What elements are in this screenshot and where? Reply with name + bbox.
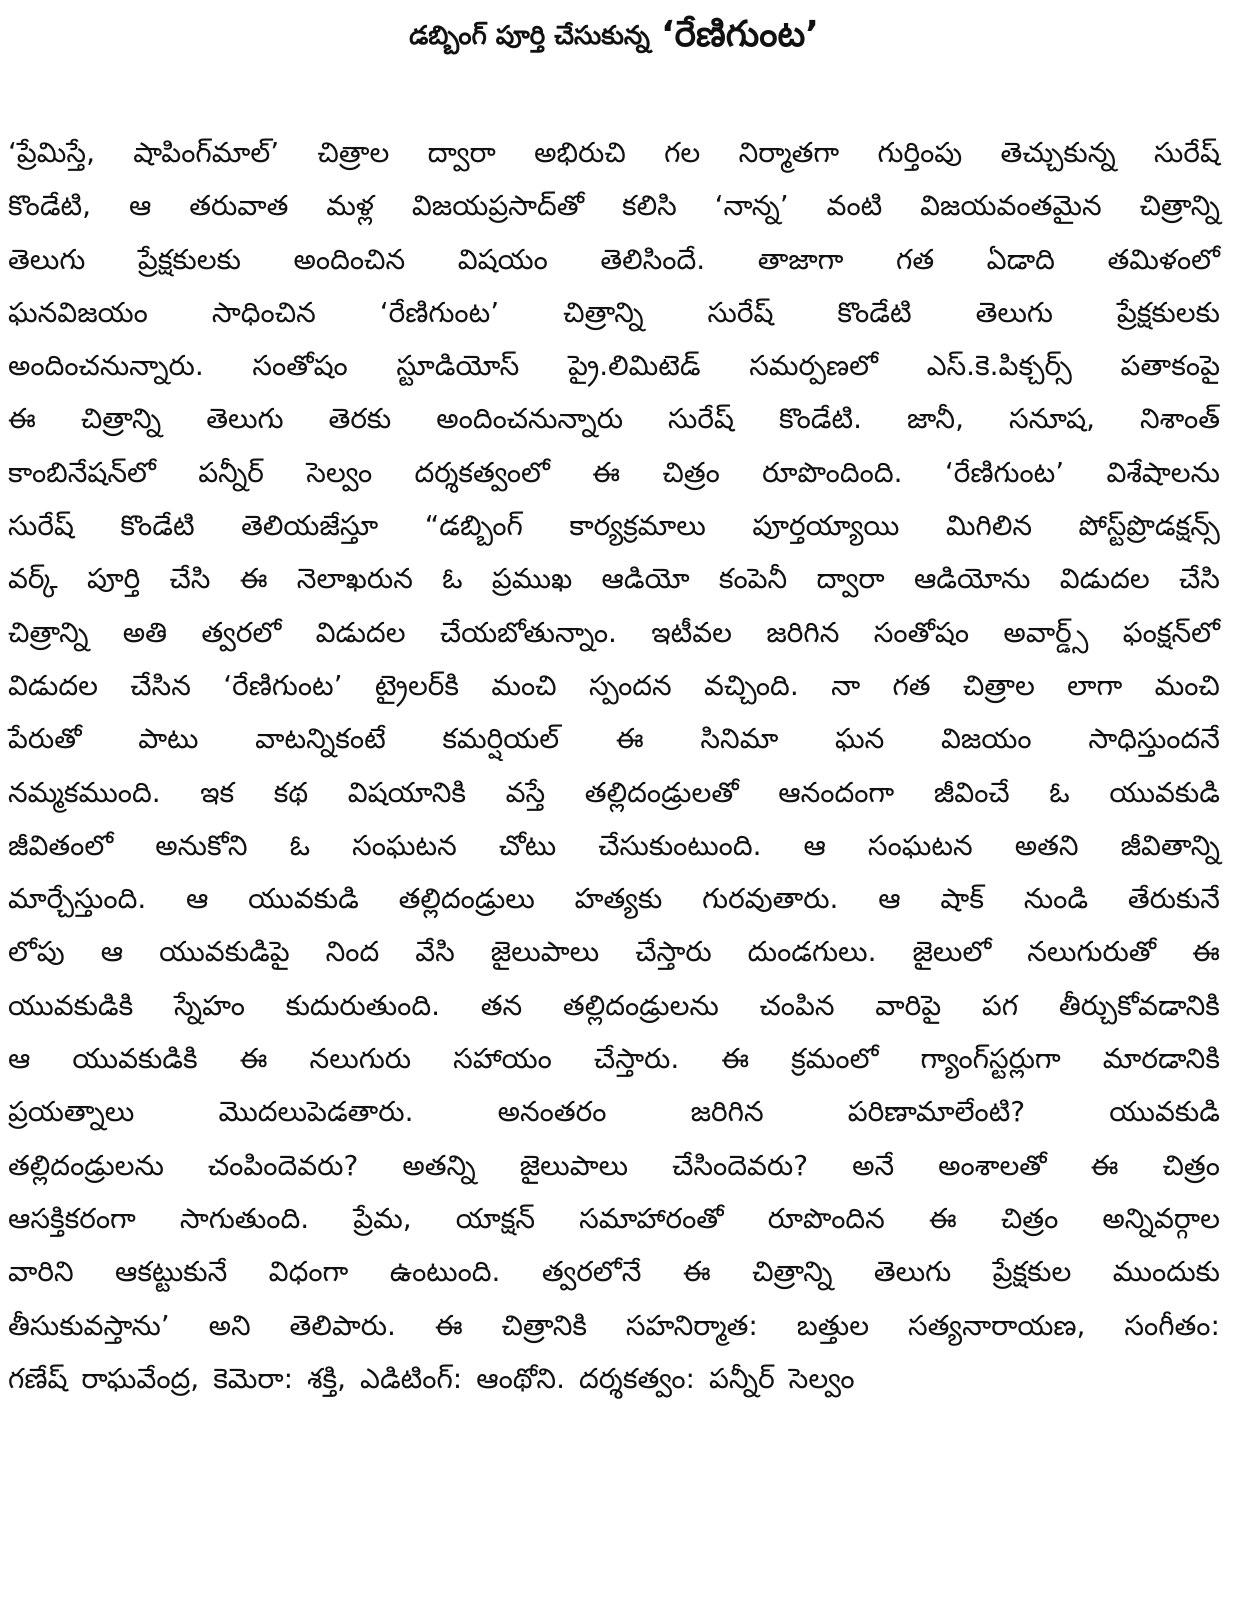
article-word: అనే (852, 1148, 895, 1182)
article-word: అతి (122, 615, 168, 649)
article-word: జైలుపాలు (519, 1148, 629, 1182)
article-word: పాటు (138, 722, 199, 756)
article-word: ‘రేణిగుంట’ (944, 455, 1065, 489)
article-word: ‘నాన్న’ (714, 189, 789, 223)
article-line (8, 1085, 1220, 1138)
article-word: తల్లిదండ్రులను (8, 1148, 164, 1182)
article-word: ఆ (878, 882, 901, 916)
article-word: తీసుకువస్తాను’ (8, 1308, 170, 1342)
article-word: నింద (325, 935, 380, 969)
article-word: కాంబినేషన్‌లో (8, 455, 156, 489)
article-word: ఈ (8, 402, 36, 436)
article-word: ఆసక్తికరంగా (8, 1201, 136, 1235)
article-word: గురవుతారు. (702, 882, 839, 916)
article-word: తేరుకునే (1127, 882, 1220, 916)
article-word: చిత్రానికి (501, 1308, 588, 1342)
article-word: ప్రముఖ (491, 562, 573, 596)
article-line (8, 286, 1220, 339)
article-word: ప్రయత్నాలు (8, 1095, 135, 1129)
article-word: విజయవంతమైన (920, 189, 1102, 223)
article-word: ఆంథోని. (476, 1361, 565, 1395)
article-word: ఆ (186, 882, 209, 916)
article-word: ఆకట్టుకునే (115, 1255, 228, 1289)
article-word: చిత్రాన్ని (8, 615, 89, 649)
article-word: కార్యక్రమాలు (569, 509, 706, 543)
article-word: ‘రేణిగుంట’ (223, 668, 343, 702)
article-word: ప్రేక్షకులకు (137, 242, 241, 276)
article-word: గత (896, 242, 935, 276)
article-word: పూర్తి (86, 562, 141, 596)
article-word: జీవితాన్ని (1120, 828, 1220, 862)
article-word: యువకుడికి (8, 988, 134, 1022)
article-word: తెలిపారు. (289, 1308, 396, 1342)
article-word: యువకుడిపై (159, 935, 290, 969)
article-word: దర్శకత్వంలో (414, 455, 550, 489)
article-word: సహనిర్మాత: (625, 1308, 758, 1342)
article-word: ముందుకు (1112, 1255, 1220, 1289)
article-word: చిత్రాన్ని (1139, 189, 1220, 223)
article-word: ఓ (1049, 775, 1070, 809)
article-word: సంతోషం (873, 615, 970, 649)
article-word: పన్నీర్ (198, 455, 264, 489)
article-word: జీవించే (933, 775, 1010, 809)
article-word: పూర్తయ్యాయి (752, 509, 900, 543)
article-word: తెచ్చుకున్న (1000, 136, 1116, 169)
article-word: తన (480, 988, 523, 1022)
article-word: చేయబోతున్నాం. (439, 615, 617, 649)
article-word: హత్యకు (574, 882, 663, 916)
article-word: ఉంటుంది. (389, 1255, 501, 1289)
article-word: చిత్రాల (962, 668, 1035, 702)
article-word: కొండేటి (120, 509, 195, 543)
article-word: సాధిస్తుందనే (1088, 722, 1220, 756)
article-word: పగ (981, 988, 1019, 1022)
article-word: ఇటీవల (651, 615, 732, 649)
article-word: ఆ (803, 828, 826, 862)
article-word: జీవితంలో (8, 828, 114, 862)
article-word: గత (892, 668, 931, 702)
article-word: విషయానికి (347, 775, 467, 809)
article-word: తెలుగు (975, 295, 1053, 329)
article-word: వారిని (8, 1255, 74, 1289)
article-word: పన్నీర్ (708, 1361, 775, 1395)
article-word: ప్రేమ, (353, 1201, 412, 1235)
article-word: ప్రై.లిమిటెడ్ (567, 349, 701, 383)
article-line (8, 606, 1220, 659)
article-word: ద్వారా (427, 136, 496, 169)
article-word: కెమెరా: (213, 1361, 294, 1395)
article-word: చోటు (498, 828, 557, 862)
article-word: నమ్మకముంది. (8, 775, 161, 809)
article-word: వంటి (826, 189, 883, 223)
article-line (8, 712, 1220, 765)
article-line (8, 1245, 1220, 1298)
article-word: రాఘవేంద్ర, (81, 1361, 200, 1395)
article-word: ఈ (928, 1201, 957, 1235)
article-word: కథ (273, 775, 309, 809)
article-word: ఆ (128, 189, 152, 223)
article-word: గ్యాంగ్‌స్టర్లుగా (920, 1042, 1061, 1076)
article-word: విజయం (941, 722, 1032, 756)
article-word: తాజాగా (757, 242, 844, 276)
article-word: ఆడియోను (913, 562, 1031, 596)
article-line (8, 233, 1220, 286)
article-word: ఘన (835, 722, 885, 756)
article-word: అని (208, 1308, 251, 1342)
article-word: సంగీతం: (1124, 1308, 1220, 1342)
article-line (8, 446, 1220, 499)
article-word: క్రమంలో (791, 1042, 879, 1076)
article-body (8, 76, 1220, 1405)
article-word: త్వరలోనే (541, 1255, 642, 1289)
article-word: జైలులో (912, 935, 992, 969)
article-word: చేసి (169, 562, 211, 596)
article-word: సురేష్ (1154, 136, 1220, 169)
article-word: అందించనున్నారు. (8, 349, 204, 383)
article-word: ఈ (721, 1042, 750, 1076)
article-word: ఈ (682, 1255, 711, 1289)
article-word: శక్తి, (307, 1361, 347, 1395)
article-word: ఎస్.కె.పిక్చర్స్ (926, 349, 1072, 383)
article-line (8, 659, 1220, 712)
article-word: ఆడియో (601, 562, 690, 596)
article-word: వస్తే (505, 775, 546, 809)
article-word: చిత్రాన్ని (752, 1255, 833, 1289)
article-word: వచ్చింది. (704, 668, 799, 702)
article-word: ఘనవిజయం (8, 295, 148, 329)
article-word: వేసి (415, 935, 455, 969)
article-word: చంపిన (759, 988, 835, 1022)
article-line (8, 1192, 1220, 1245)
article-word: యువకుడికి (72, 1042, 198, 1076)
article-word: జరిగిన (690, 1095, 764, 1129)
article-line (8, 766, 1220, 819)
article-word: పతాకంపై (1120, 349, 1220, 383)
article-word: తమిళంలో (1107, 242, 1220, 276)
article-word: సమర్పణలో (749, 349, 878, 383)
article-word: ఫంక్షన్‌లో (1122, 615, 1220, 649)
article-word: చేసుకుంటుంది. (598, 828, 762, 862)
article-word: తెలిసిందే. (600, 242, 706, 276)
article-word: ఆ (100, 935, 124, 969)
article-word: సెల్వం (788, 1361, 855, 1395)
article-word: ప్రేక్షకుల (992, 1255, 1072, 1289)
article-word: ‘ప్రేమిస్తే, (8, 136, 95, 169)
article-word: సాగుతుంది. (179, 1201, 310, 1235)
article-word: స్పందన (588, 668, 672, 702)
article-word: పేరుతో (8, 722, 82, 756)
article-word: సహాయం (453, 1042, 552, 1076)
article-word: నా (831, 668, 861, 702)
article-word: చిత్రాన్ని (80, 402, 162, 436)
article-word: చేస్తారు. (593, 1042, 680, 1076)
article-word: మారడానికి (1102, 1042, 1220, 1076)
article-word: ఇక (200, 775, 235, 809)
article-word: కొండేటి, (8, 189, 92, 223)
article-word: సెల్వం (306, 455, 373, 489)
article-word: వాటన్నికంటే (255, 722, 386, 756)
article-word: లోపు (8, 935, 65, 969)
article-word: అందించనున్నారు (436, 402, 624, 436)
article-word: చేసి (1178, 562, 1220, 596)
article-word: అందించిన (293, 242, 406, 276)
article-word: నిశాంత్ (1139, 402, 1220, 436)
article-word: గుర్తింపు (877, 136, 963, 169)
article-word: సంతోషం (252, 349, 348, 383)
article-word: కొండేటి (837, 295, 912, 329)
article-line (8, 552, 1220, 605)
article-word: మంచి (1154, 668, 1220, 702)
article-word: ఈ (434, 1308, 463, 1342)
article-word: రూపొందింది. (762, 455, 903, 489)
article-line (8, 179, 1220, 232)
article-word: ఈ (1090, 1148, 1119, 1182)
article-word: సినిమా (700, 722, 779, 756)
article-word: విడుదల (8, 668, 98, 702)
article-word: తల్లిదండ్రులు (398, 882, 535, 916)
article-word: సత్యనారాయణ, (907, 1308, 1086, 1342)
article-line (8, 1299, 1220, 1352)
article-word: సురేష్ (8, 509, 74, 543)
article-word: తల్లిదండ్రులను (562, 988, 719, 1022)
article-word: ‘రేణిగుంట’ (379, 295, 500, 329)
article-word: నలుగురుతో (1027, 935, 1157, 969)
article-word: యువకుడి (1109, 1095, 1220, 1129)
article-word: ఏడాది (986, 242, 1055, 276)
article-word: మిగిలిన (945, 509, 1033, 543)
article-word: రూపొందిన (767, 1201, 885, 1235)
article-word: పోస్ట్‌ప్రొడక్షన్స్ (1078, 509, 1220, 543)
article-word: స్నేహం (173, 988, 245, 1022)
article-line (8, 339, 1220, 392)
article-word: తెరకు (328, 402, 392, 436)
article-word: మొదలుపెడతారు. (218, 1095, 414, 1129)
article-word: విషయం (457, 242, 548, 276)
article-word: నలుగురు (309, 1042, 412, 1076)
article-line (8, 392, 1220, 445)
title-prefix: డబ్బింగ్ పూర్తి చేసుకున్న (409, 21, 650, 51)
title-film-name: ‘రేణిగుంట’ (660, 14, 819, 55)
article-word: ట్రైలర్‌కి (374, 668, 460, 702)
article-word: సనూష, (1008, 402, 1095, 436)
article-word: అభిరుచి (534, 136, 626, 169)
article-word: బత్తుల (796, 1308, 870, 1342)
article-word: విధంగా (268, 1255, 349, 1289)
article-word: షాపింగ్‌మాల్’ (133, 136, 280, 169)
article-word: తెలుగు (8, 242, 86, 276)
article-word: దుండగులు. (747, 935, 877, 969)
article-word: యువకుడి (1109, 775, 1220, 809)
article-word: ఓ (289, 828, 311, 862)
article-word: జైలుపాలు (490, 935, 600, 969)
article-word: వారిపై (875, 988, 942, 1022)
article-word: సంఘటన (352, 828, 457, 862)
article-line (8, 1032, 1220, 1085)
article-word: నుండి (1023, 882, 1089, 916)
article-word: ఓ (442, 562, 463, 596)
article-line (8, 499, 1220, 552)
article-word: పరిణామాలేంటి? (847, 1095, 1026, 1129)
article-word: దర్శకత్వం: (579, 1361, 695, 1395)
article-word: త్వరలో (201, 615, 282, 649)
article-word: జరిగిన (766, 615, 840, 649)
article-word: ఈ (239, 562, 268, 596)
article-word: స్టూడియోస్ (396, 349, 520, 383)
article-word: అనుకోని (155, 828, 248, 862)
article-word: లాగా (1067, 668, 1123, 702)
article-word: చిత్రం (1162, 1148, 1220, 1182)
article-word: ప్రేక్షకులకు (1116, 295, 1220, 329)
article-line (8, 1139, 1220, 1192)
article-word: ఆ (8, 1042, 31, 1076)
article-word: యాక్షన్ (455, 1201, 536, 1235)
article-line (8, 1352, 1220, 1405)
article-word: చేసిందెవరు? (672, 1148, 809, 1182)
article-word: గల (664, 136, 701, 169)
article-word: అవార్డ్స్ (1003, 615, 1089, 649)
article-line (8, 126, 1220, 179)
article-word: ద్వారా (816, 562, 885, 596)
article-word: గణేష్ (8, 1361, 68, 1395)
article-word: విశేషాలను (1106, 455, 1220, 489)
article-word: కలిసి (621, 189, 677, 223)
article-word: తెలుగు (873, 1255, 952, 1289)
article-word: అన్నివర్గాల (1102, 1201, 1220, 1235)
article-word: సురేష్ (707, 295, 774, 329)
article-word: కంపెనీ (718, 562, 788, 596)
article-word: ఈ (592, 455, 621, 489)
article-word: ఈ (615, 722, 644, 756)
article-line (8, 819, 1220, 872)
article-word: కొండేటి. (778, 402, 863, 436)
article-word: సంఘటన (867, 828, 973, 862)
article-word: వర్క్ (8, 562, 58, 596)
article-word: చిత్రం (662, 455, 720, 489)
article-word: ఆనందంగా (778, 775, 895, 809)
article-word: చేస్తారు (635, 935, 712, 969)
article-word: అంశాలతో (938, 1148, 1047, 1182)
article-word: చంపిందెవరు? (207, 1148, 359, 1182)
article-word: నెలాఖరున (296, 562, 413, 596)
article-word: ఎడిటింగ్: (360, 1361, 463, 1395)
article-word: మళ్ల (326, 189, 374, 223)
article-word: యువకుడి (248, 882, 359, 916)
article-word: జానీ, (907, 402, 964, 436)
article-word: నిర్మాతగా (738, 136, 840, 169)
article-word: ఈ (239, 1042, 268, 1076)
article-word: తీర్చుకోవడానికి (1058, 988, 1220, 1022)
article-word: ఈ (1192, 935, 1220, 969)
article-line (8, 925, 1220, 978)
article-word: షాక్ (940, 882, 985, 916)
article-word: విజయప్రసాద్‌తో (411, 189, 585, 223)
article-line (8, 872, 1220, 925)
article-word: కుదురుతుంది. (285, 988, 441, 1022)
article-word: అనంతరం (497, 1095, 607, 1129)
article-word: సాధించిన (211, 295, 316, 329)
article-line (8, 979, 1220, 1032)
article-word: విడుదల (315, 615, 406, 649)
article-word: “డబ్బింగ్ (424, 509, 523, 543)
article-word: చేసిన (130, 668, 191, 702)
article-word: అతన్ని (402, 1148, 476, 1182)
article-word: తెలియజేస్తూ (241, 509, 379, 543)
article-word: చిత్రాల (317, 136, 390, 169)
article-word: విడుదల (1059, 562, 1150, 596)
article-word: సురేష్ (668, 402, 734, 436)
article-word: కమర్షియల్ (442, 722, 560, 756)
article-word: తెలుగు (206, 402, 284, 436)
article-title (8, 0, 1220, 76)
article-word: తల్లిదండ్రులతో (584, 775, 739, 809)
article-word: చిత్రం (1000, 1201, 1059, 1235)
article-word: మంచి (491, 668, 557, 702)
article-word: తరువాత (189, 189, 289, 223)
article-word: చిత్రాన్ని (563, 295, 644, 329)
article-word: మార్చేస్తుంది. (8, 882, 147, 916)
article-word: అతని (1014, 828, 1079, 862)
article-word: సమాహారంతో (579, 1201, 724, 1235)
